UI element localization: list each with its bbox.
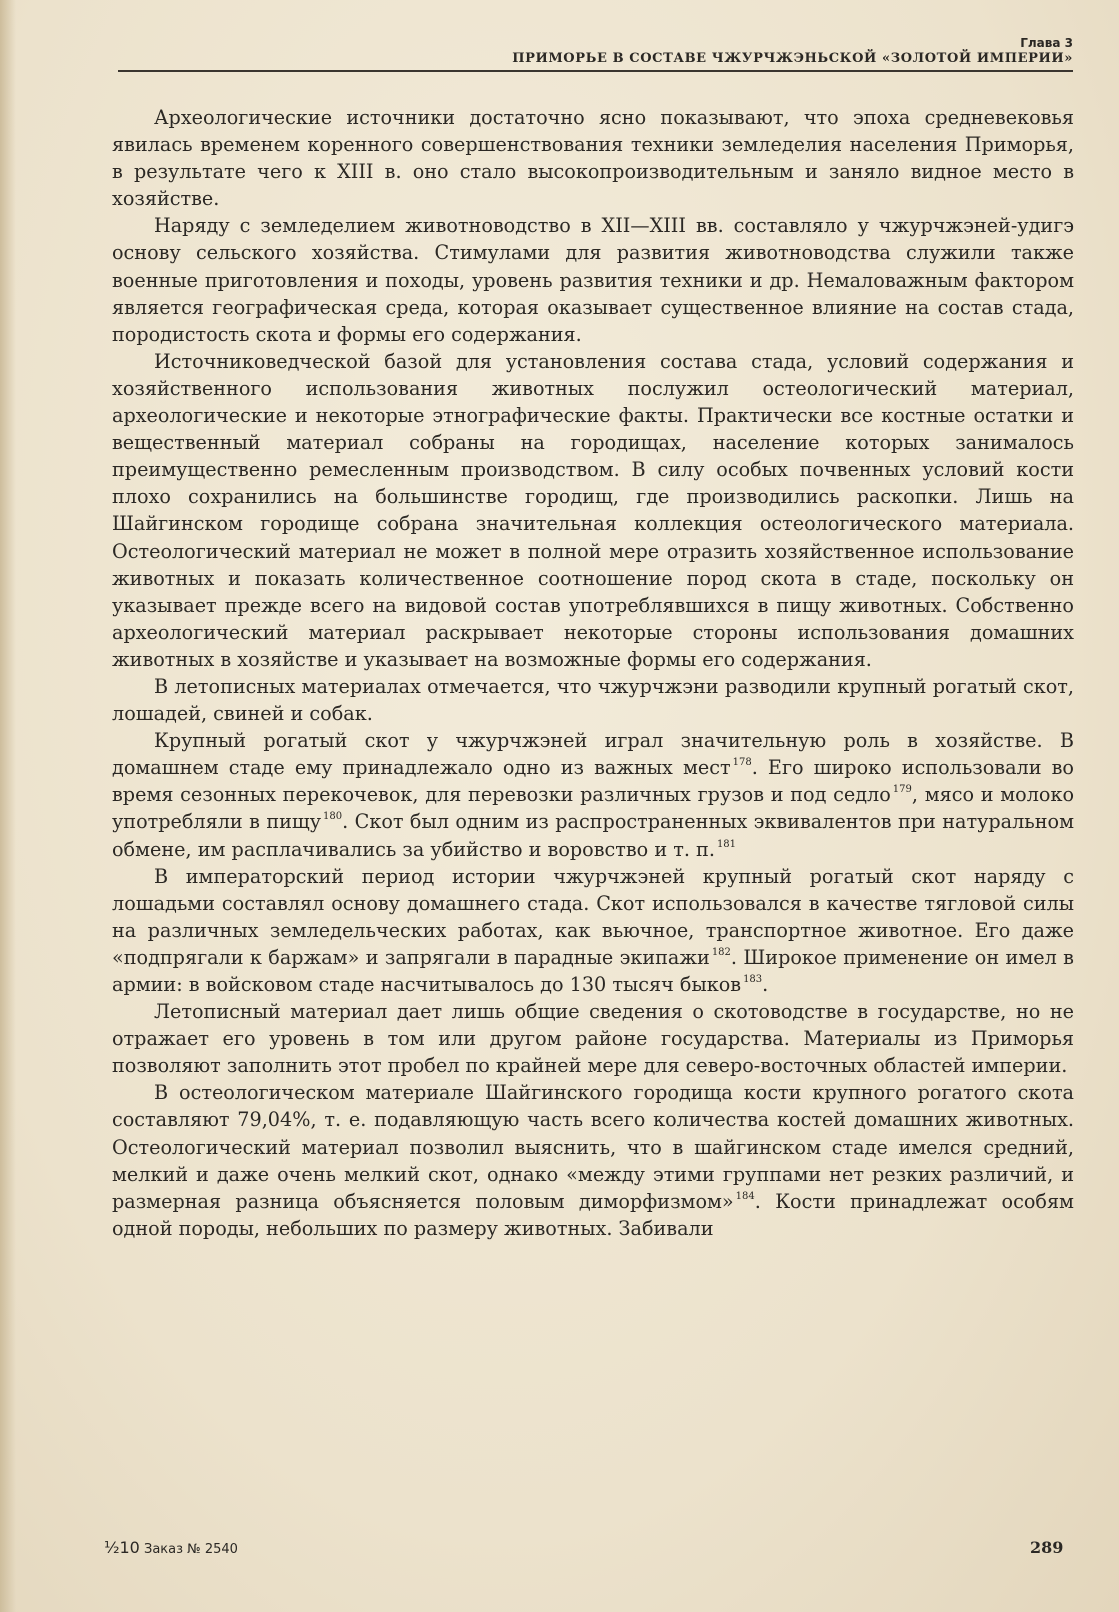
paragraph-text: . Широкое применение он имел в армии: в войсковом стаде насчитывалось до 130 тысяч быков [112, 945, 1074, 996]
footnote-reference[interactable]: 182 [711, 946, 731, 958]
paragraph-text: . Его широко использовали во время сезонных перекочевок, для перевозки различных грузов и под седло [112, 756, 1074, 807]
running-header [118, 36, 1073, 72]
paragraph [112, 863, 1074, 998]
footnote-reference[interactable]: 178 [732, 757, 752, 769]
paragraph-text: , мясо и молоко употребляли в пищу [112, 783, 1074, 834]
paragraph [112, 998, 1074, 1079]
footnote-reference[interactable]: 179 [892, 784, 912, 796]
chapter-title: ПРИМОРЬЕ В СОСТАВЕ ЧЖУРЧЖЭНЬСКОЙ «ЗОЛОТОЙ ИМПЕРИИ» [512, 51, 1073, 66]
paragraph-text: . [762, 973, 769, 996]
footnote-reference[interactable]: 180 [323, 811, 343, 823]
paragraph-text: В императорский период истории чжурчжэней крупный рогатый скот наряду с лошадьми составлял основу домашнего стада. Скот использовался в качестве тягловой силы на различных земледельческих работах, как вьючное, транспортное животное. Его даже «подпрягали к баржам» и запрягали в парадные экипажи [112, 864, 1074, 969]
printer-signature [104, 1538, 238, 1557]
paragraph-text: Наряду с земледелием животноводство в XII—XIII вв. составляло у чжурчжэней-удигэ основу сельского хозяйства. Стимулами для развития животноводства служили также военные приготовления и походы, уровень развития техники и др. Немаловажным фактором является географическая среда, которая оказывает существенное влияние на состав стада, породистость скота и формы его содержания. [112, 214, 1074, 346]
footnote-reference[interactable]: 181 [716, 838, 737, 850]
footnote-reference[interactable]: 184 [735, 1190, 755, 1202]
paragraph [112, 348, 1074, 673]
paragraph [112, 1079, 1074, 1242]
signature-fraction: ¹⁄₂ [104, 1538, 120, 1557]
order-number: Заказ № 2540 [144, 1542, 238, 1557]
paragraph-text: В летописных материалах отмечается, что чжурчжэни разводили крупный рогатый скот, лошадей, свиней и собак. [112, 674, 1074, 726]
signature-number: 10 [119, 1538, 140, 1557]
chapter-label: Глава 3 [1020, 36, 1073, 50]
paragraph-text: Археологические источники достаточно ясно показывают, что эпоха средневековья явилась временем коренного совершенствования техники земледелия населения Приморья, в результате чего к XIII в. оно стало высокопроизводительным и заняло видное место в хозяйстве. [112, 106, 1074, 211]
paragraph [112, 212, 1074, 347]
paragraph [112, 673, 1074, 727]
paragraph-text: . Скот был одним из распространенных эквивалентов при натуральном обмене, им расплачивались за убийство и воровство и т. п. [112, 810, 1074, 861]
paragraph-text: Источниковедческой базой для установления состава стада, условий содержания и хозяйственного использования животных послужил остеологический материал, археологические и некоторые этнографические факты. Практически все костные остатки и вещественный материал собраны на городищах, население которых занималось преимущественно ремесленным производством. В силу особых почвенных условий кости плохо сохранились на большинстве городищ, где производились раскопки. Лишь на Шайгинском городище собрана значительная коллекция остеологического материала. Остеологический материал не может в полной мере отразить хозяйственное использование животных и показать количественное соотношение пород скота в стаде, поскольку он указывает прежде всего на видовой состав употреблявшихся в пищу животных. Собственно археологический материал раскрывает некоторые стороны использования домашних животных в хозяйстве и указывает на возможные формы его содержания. [112, 349, 1074, 671]
paragraph-text: . Кости принадлежат особям одной породы, небольших по размеру животных. Забивали [112, 1189, 1074, 1240]
page-spine-shadow [0, 0, 16, 1612]
body-text [112, 104, 1074, 1242]
paragraph [112, 727, 1074, 862]
paragraph [112, 104, 1074, 212]
page-number: 289 [1030, 1538, 1064, 1557]
paragraph-text: Летописный материал дает лишь общие сведения о скотоводстве в государстве, но не отражает его уровень в том или другом районе государства. Материалы из Приморья позволяют заполнить этот пробел по крайней мере для северо-восточных областей империи. [112, 1000, 1074, 1078]
paragraph-text: В остеологическом материале Шайгинского городища кости крупного рогатого скота составляют 79,04%, т. е. подавляющую часть всего количества костей домашних животных. Остеологический материал позволил выяснить, что в шайгинском стаде имелся средний, мелкий и даже очень мелкий скот, однако «между этими группами нет резких различий, и размерная разница объясняется половым диморфизмом» [112, 1081, 1074, 1213]
footnote-reference[interactable]: 183 [743, 974, 763, 985]
paragraph-text: Крупный рогатый скот у чжурчжэней играл значительную роль в хозяйстве. В домашнем стаде ему принадлежало одно из важных мест [112, 729, 1074, 780]
